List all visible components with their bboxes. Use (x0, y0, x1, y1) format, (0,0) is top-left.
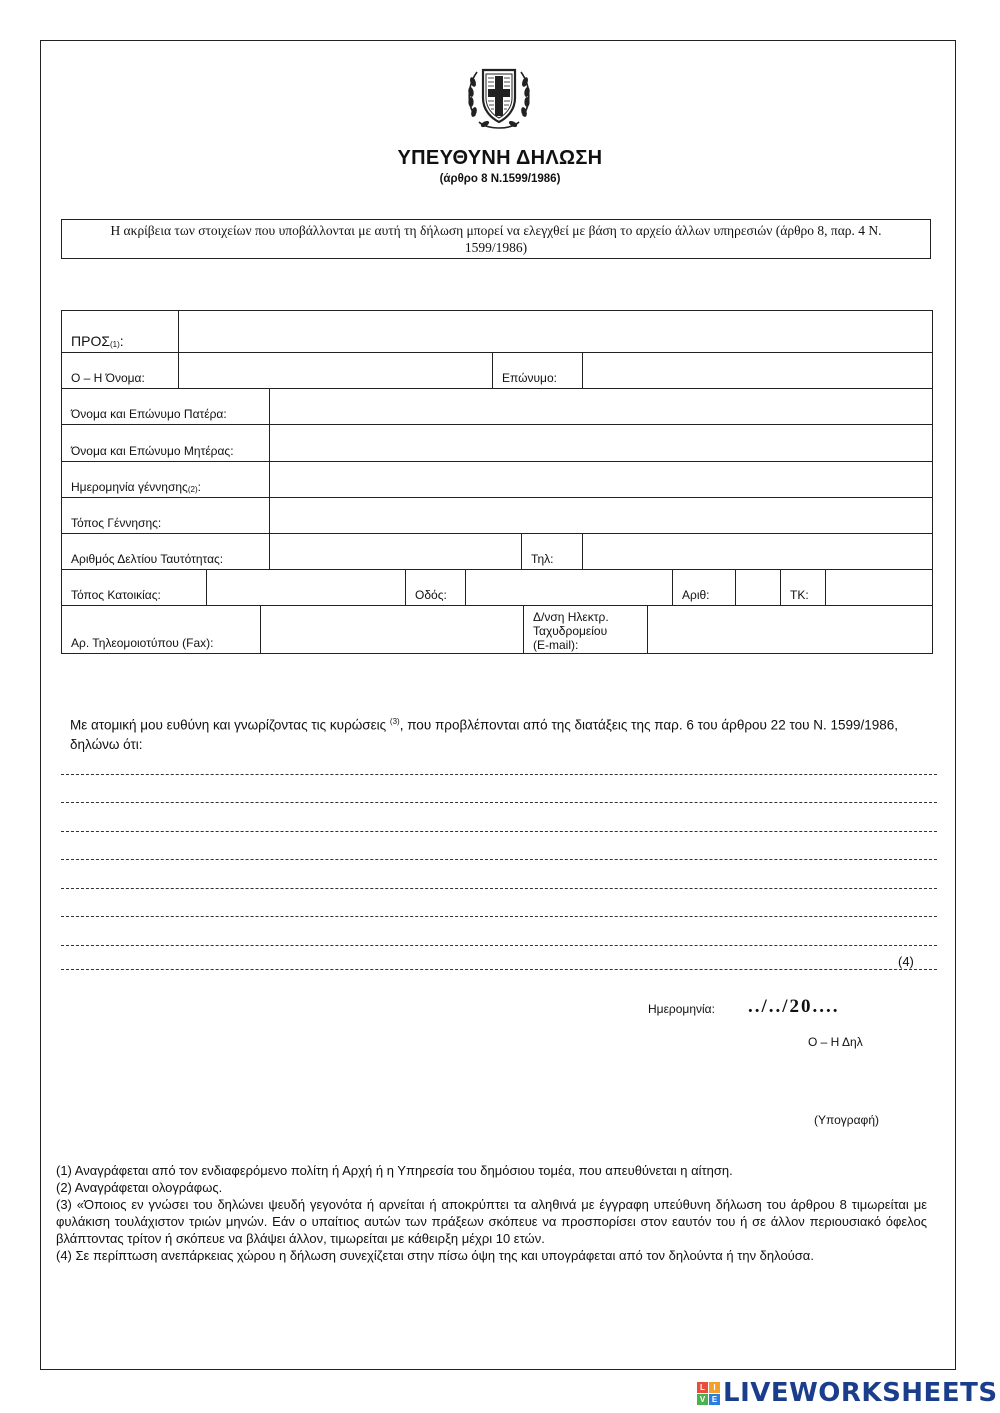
footnote-ref-1: (1) (110, 340, 120, 349)
surname-input[interactable] (582, 353, 932, 388)
footnote-ref-2: (2) (187, 485, 198, 494)
recipient-input[interactable] (178, 311, 932, 352)
father-name-input[interactable] (269, 389, 932, 424)
declaration-line[interactable] (61, 831, 937, 832)
label-father-name: Όνομα και Επώνυμο Πατέρα: (71, 407, 227, 421)
street-input[interactable] (465, 570, 672, 605)
brand-badge-letter: L (697, 1382, 708, 1393)
first-name-input[interactable] (178, 353, 492, 388)
form-row-father (62, 388, 932, 424)
footnote-2: (2) Αναγράφεται ολογράφως. (56, 1180, 223, 1195)
label-recipient-text: ΠΡΟΣ (71, 333, 110, 349)
declaration-statement (70, 712, 930, 754)
footnote-3: (3) «Όποιος εν γνώσει του δηλώνει ψευδή γεγονότα ή αρνείται ή αποκρύπτει τα αληθινά με έγγραφη υπεύθυνη δήλωση του άρθρου 8 τιμωρείται με φυλάκιση τουλάχιστον τριών μηνών. Εάν ο υπαίτιος αυτών των πράξεων σκόπευε να προσπορίσει στον εαυτόν του ή σε άλλον περιουσιακό όφελος βλάπτοντας τρίτον ή σκόπευε να βλάψει άλλον, τιμωρείται με κάθειρξη μέχρι 10 ετών. (56, 1197, 927, 1246)
signature-label: (Υπογραφή) (814, 1113, 879, 1127)
declaration-text-start: Με ατομική μου ευθύνη και γνωρίζοντας τις κυρώσεις (70, 717, 390, 733)
label-birth-date-colon: : (197, 480, 201, 494)
label-birth-place: Τόπος Γέννησης: (71, 516, 162, 530)
label-first-name: Ο – Η Όνομα: (71, 371, 145, 385)
email-input[interactable] (647, 606, 932, 653)
declaration-line[interactable] (61, 774, 937, 775)
footnote-4: (4) Σε περίπτωση ανεπάρκειας χώρου η δήλωση συνεχίζεται στην πίσω όψη της και υπογράφεται από τον δηλούντα ή την δηλούσα. (56, 1248, 814, 1263)
label-fax: Αρ. Τηλεομοιοτύπου (Fax): (71, 636, 214, 650)
birth-place-input[interactable] (269, 498, 932, 533)
footnote-ref-4: (4) (898, 954, 914, 969)
label-birth-date-text: Ημερομηνία γέννησης (71, 480, 188, 494)
id-number-input[interactable] (269, 534, 521, 569)
liveworksheets-logo (697, 1380, 998, 1406)
footnote-ref-3: (3) (389, 717, 400, 726)
brand-badge-letter: V (697, 1394, 708, 1405)
postal-code-input[interactable] (825, 570, 932, 605)
fax-input[interactable] (260, 606, 523, 653)
label-email (523, 606, 647, 653)
document-subtitle: (άρθρο 8 Ν.1599/1986) (439, 173, 561, 185)
brand-text: LIVEWORKSHEETS (723, 1378, 998, 1408)
personal-details-form (61, 310, 933, 654)
declaration-line[interactable] (61, 969, 937, 970)
footnotes (56, 1162, 927, 1264)
form-row-birthdate (62, 461, 932, 497)
label-phone: Τηλ: (521, 534, 582, 569)
label-mother-name: Όνομα και Επώνυμο Μητέρας: (71, 444, 234, 458)
label-residence: Τόπος Κατοικίας: (71, 588, 161, 602)
label-street-number: Αριθ: (672, 570, 735, 605)
coat-of-arms-icon (461, 60, 537, 136)
mother-name-input[interactable] (269, 425, 932, 461)
label-surname: Επώνυμο: (492, 353, 582, 388)
declaration-text-end: , που προβλέπονται από της διατάξεις της παρ. 6 του άρθρου 22 του Ν. 1599/1986, δηλώνω ότι: (70, 717, 899, 752)
street-number-input[interactable] (735, 570, 780, 605)
phone-input[interactable] (582, 534, 932, 569)
label-recipient-colon: : (119, 333, 124, 349)
accuracy-notice: Η ακρίβεια των στοιχείων που υποβάλλονται με αυτή τη δήλωση μπορεί να ελεγχθεί με βάση το αρχείο άλλων υπηρεσιών (άρθρο 8, παρ. 4 Ν. 1599/1986) (61, 219, 931, 259)
label-email-line2: Ταχυδρομείου (533, 624, 608, 638)
declaration-line[interactable] (61, 945, 937, 946)
form-row-id (62, 533, 932, 569)
declaration-line[interactable] (61, 888, 937, 889)
date-label: Ημερομηνία: (648, 1002, 715, 1016)
brand-badge-icon (697, 1382, 720, 1405)
form-row-mother (62, 424, 932, 461)
form-row-address (62, 569, 932, 605)
brand-badge-letter: E (709, 1394, 720, 1405)
date-field[interactable]: ../../20.... (748, 996, 840, 1017)
label-email-line1: Δ/νση Ηλεκτρ. (533, 610, 609, 624)
label-birth-date (62, 462, 269, 497)
declaration-line[interactable] (61, 859, 937, 860)
footnote-1: (1) Αναγράφεται από τον ενδιαφερόμενο πολίτη ή Αρχή ή η Υπηρεσία του δημόσιου τομέα, που απευθύνεται η αίτηση. (56, 1163, 733, 1178)
form-row-name (62, 352, 932, 388)
label-recipient (62, 311, 178, 352)
brand-badge-letter: I (709, 1382, 720, 1393)
form-row-recipient (62, 311, 932, 352)
label-postal-code: ΤΚ: (780, 570, 825, 605)
declarant-label: Ο – Η Δηλ (808, 1035, 863, 1049)
form-row-contact (62, 605, 932, 653)
label-email-line3: (E-mail): (533, 638, 579, 652)
residence-input[interactable] (206, 570, 405, 605)
form-row-birthplace (62, 497, 932, 533)
declaration-line[interactable] (61, 802, 937, 803)
label-street: Οδός: (405, 570, 465, 605)
label-id-number: Αριθμός Δελτίου Ταυτότητας: (71, 552, 224, 566)
document-title: ΥΠΕΥΘΥΝΗ ΔΗΛΩΣΗ (397, 147, 603, 169)
declaration-line[interactable] (61, 916, 937, 917)
birth-date-input[interactable] (269, 462, 932, 497)
